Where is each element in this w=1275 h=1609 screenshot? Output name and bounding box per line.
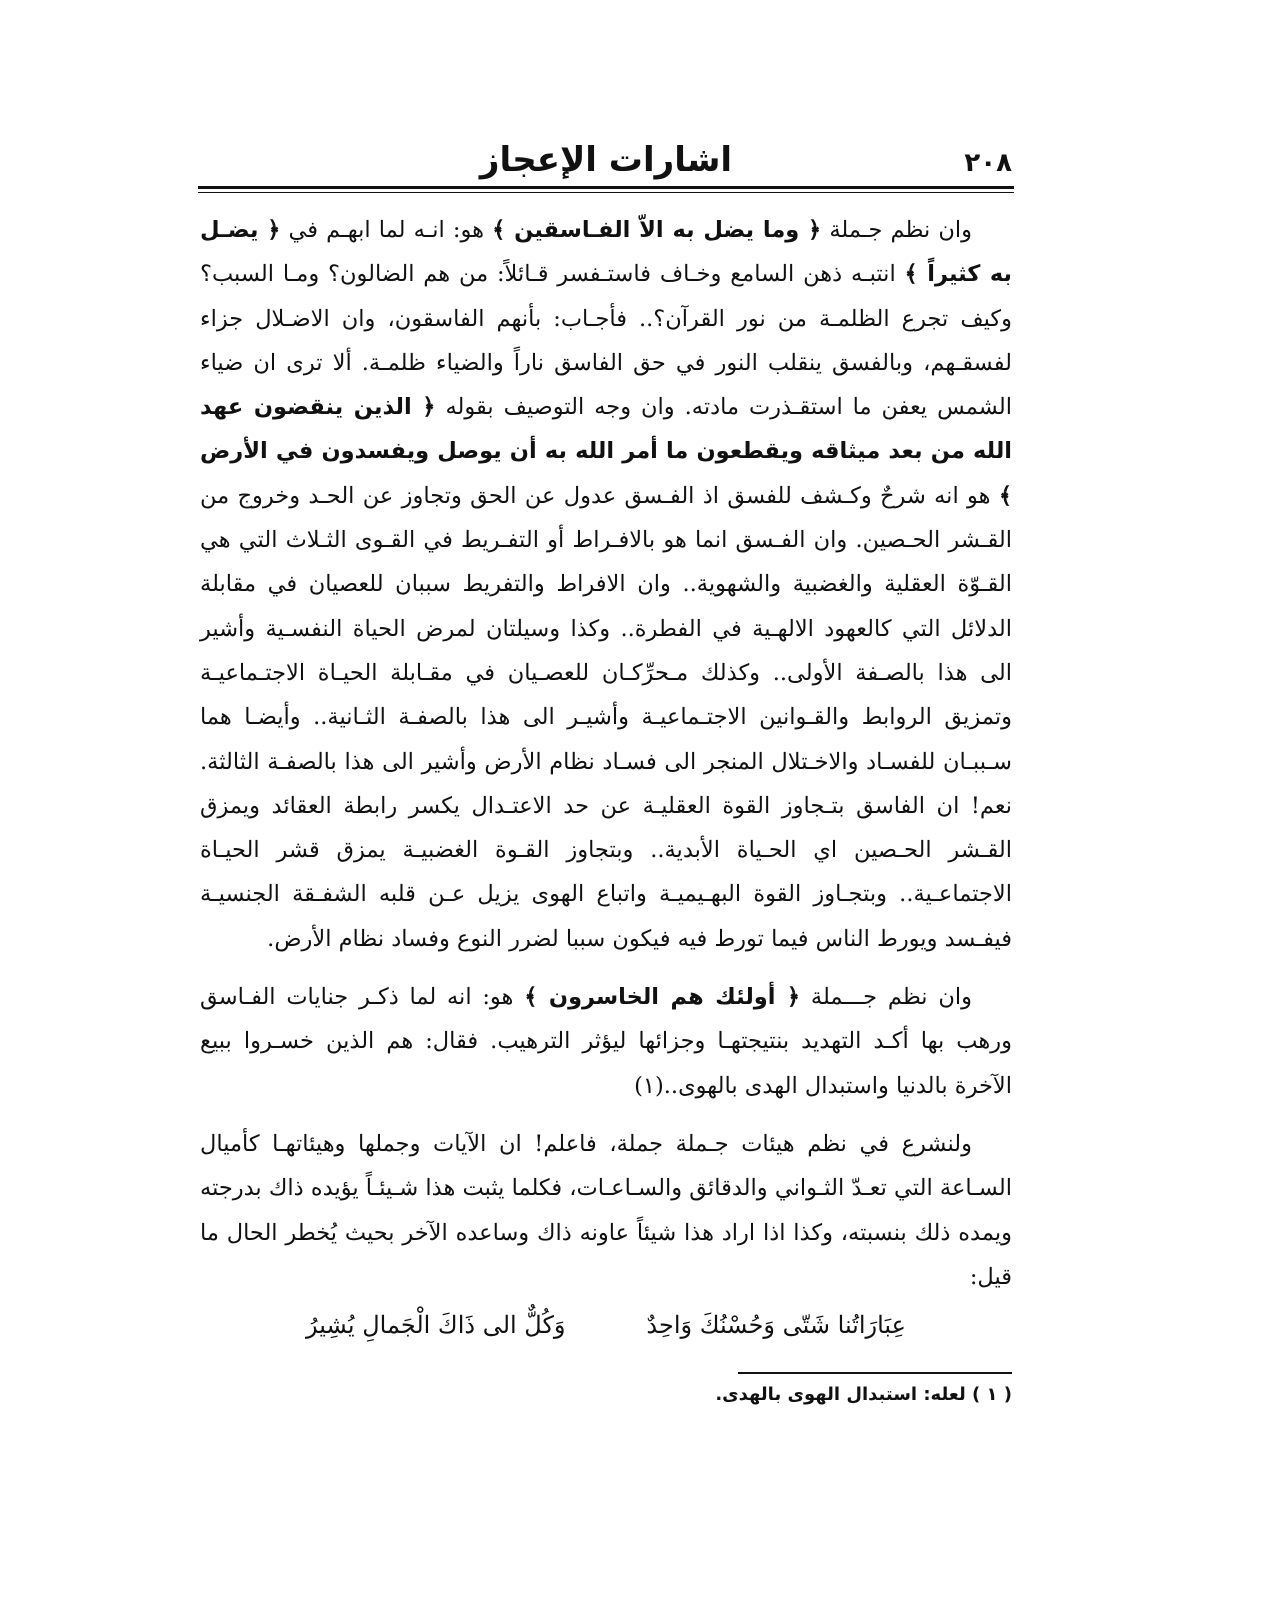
paragraph-1-text-1: وان نظم جـملة	[821, 217, 972, 243]
footnote-rule	[738, 1372, 1012, 1374]
paragraph-2-text-1: وان نظم جـــملة	[800, 984, 972, 1011]
quran-quote-2: ﴿ يضـل به كثيراً ﴾	[200, 217, 1013, 288]
paragraph-2-text-2: هو: انه لما ذكـر جنايات الفـاسق ورهب بها أكـد التهديد بنتيجتهـا وجزائها ليؤثر الترهيب. فقال: هم الذين خسـروا ببيع الآخرة بالدنيا واستبدال الهدى بالهوى..(١)	[200, 984, 1012, 1099]
verse-hemistich-2: وَكُلٌّ الى ذَاكَ الْجَمالِ يُشِيرُ	[306, 1311, 566, 1340]
body-text	[200, 208, 1012, 1347]
footnote: ( ١ ) لعله: استبدال الهوى بالهدى.	[715, 1384, 1012, 1405]
verse-hemistich-1: عِبَارَاتُنا شَتّى وَحُسْنُكَ وَاحِدٌ	[646, 1311, 906, 1340]
page-number: ٢٠٨	[964, 148, 1012, 178]
paragraph-2	[200, 975, 1012, 1108]
paragraph-3: ولنشرع في نظم هيئات جـملة جملة، فاعلم! ان الآيات وجملها وهيئاتهـا كأميال السـاعة التي تعـدّ الثـواني والدقائق والسـاعـات، فكلما يثبت هذا شـيئـاً يؤيده ذاك بدرجته ويمده ذلك بنسبته، وكذا اذا اراد هذا شيئاً عاونه ذاك وساعده الآخر بحيث يُخطر الحال ما قيل:	[200, 1130, 1012, 1290]
header-rule-thick	[198, 186, 1014, 189]
quran-quote-1: ﴿ وما يضل به الاّ الفـاسقين ﴾	[492, 217, 822, 243]
running-title: اشارات الإعجاز	[479, 140, 733, 180]
header-rule-thin	[198, 192, 1014, 193]
quran-quote-4: ﴿ أولئك هم الخاسرون ﴾	[524, 984, 801, 1011]
quran-quote-3: ﴿ الذين ينقضون عهد الله من بعد ميثاقه ويقطعون ما أمر الله به أن يوصل ويفسدون في الأرض ﴾	[200, 394, 1012, 509]
paragraph-1-text-3: انتبـه ذهن السامع وخـاف فاستـفسر قـائلاً: من هم الضالون؟ ومـا السبب؟ وكيف تجرع الظلمـة من نور القرآن؟.. فأجـاب: بأنهم الفاسقون، وان الاضـلال جزاء لفسقـهم، وبالفسق ينقلب النور في حق الفاسق ناراً والضياء ظلمـة. ألا ترى ان ضياء الشمس يعفن ما استقـذرت مادته. وان وجه التوصيف بقوله	[200, 261, 1012, 421]
paragraph-1	[200, 208, 1012, 961]
poetry-verse	[306, 1303, 906, 1347]
page-header	[200, 140, 1012, 184]
paragraph-1-text-4: هو انه شرحٌ وكـشف للفسق اذ الفـسق عدول عن الحق وتجاوز عن الحـد وخروج من القـشر الحـصين. وان الفـسق انما هو بالافـراط أو التفـريط في القـوى الثـلاث التي هي القـوّة العقلية والغضبية والشهوية.. وان الافراط والتفريط سببان للعصيان في مقابلة الدلائل التي كالعهود الالهـية في الفطرة.. وكذا وسيلتان لمرض الحياة النفسـية وأشير الى هذا بالصـفة الأولى.. وكذلك مـحرِّكـان للعصـيان في مقـابلة الحيـاة الاجتـماعيـة وتمزيق الروابط والقـوانين الاجتـماعيـة وأشيـر الى هذا بالصفـة الثـانية.. وأيضـا هما سـببـان للفسـاد والاخـتلال المنجر الى فسـاد نظام الأرض وأشير الى هذا بالصفـة الثالثة. نعم! ان الفاسق بتـجاوز القوة العقليـة عن حد الاعتـدال يكسر رابطة العقائد ويمزق القـشر الحـصين اي الحـياة الأبدية.. وبتجاوز القـوة الغضبيـة يمزق قشر الحيـاة الاجتماعـية.. وبتجـاوز القوة البهـيميـة واتباع الهوى يزيل عـن قلبه الشفـقة الجنسيـة فيفـسد ويورط الناس فيما تورط فيه فيكون سببا لضرر النوع وفساد نظام الأرض.	[200, 482, 1012, 952]
paragraph-1-text-2: هو: انـه لما ابهـم في	[280, 217, 493, 243]
